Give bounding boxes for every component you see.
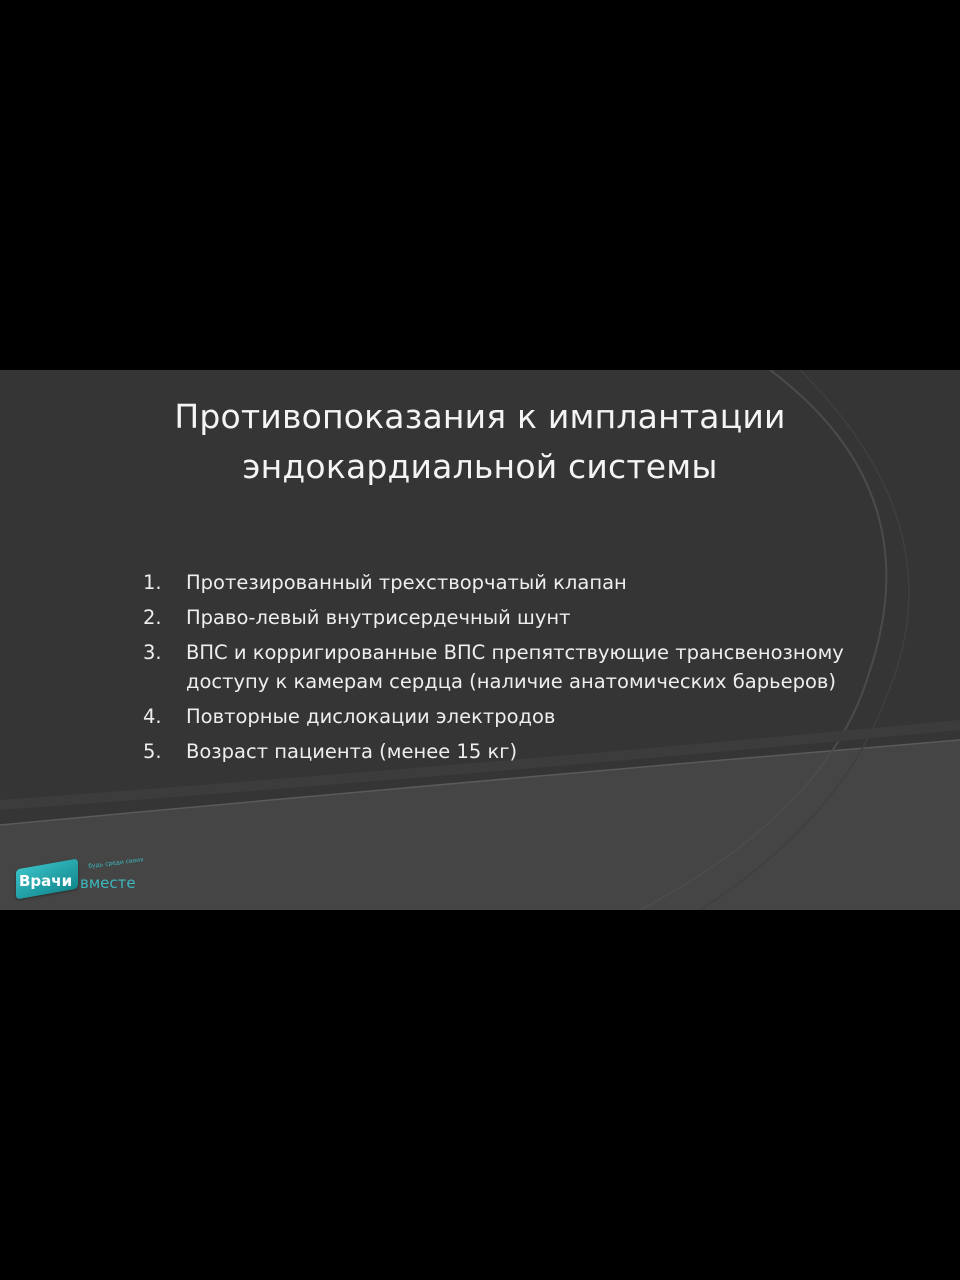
slide-title-line: Противопоказания к имплантации [174, 397, 786, 436]
logo-brand-part2: вместе [80, 874, 136, 892]
list-item [143, 638, 893, 696]
list-item-number: 4. [143, 705, 162, 728]
list-item-number: 5. [143, 740, 162, 763]
vrachi-vmeste-logo [14, 856, 154, 900]
list-item-number: 2. [143, 606, 162, 629]
list-item-text: Повторные дислокации электродов [186, 705, 556, 728]
list-item [143, 568, 893, 597]
slide-title-line: эндокардиальной системы [242, 447, 718, 486]
list-item-text: ВПС и корригированные ВПС препятствующие трансвенозному [186, 641, 844, 664]
list-item-text: доступу к камерам сердца (наличие анатомических барьеров) [186, 670, 837, 693]
presentation-slide [0, 370, 960, 910]
list-item [143, 737, 893, 766]
list-item-text: Право-левый внутрисердечный шунт [186, 606, 571, 629]
contraindications-list [143, 568, 893, 772]
slide-title [80, 392, 880, 492]
logo-brand-part1: Врачи [19, 872, 73, 890]
list-item [143, 603, 893, 632]
list-item-text: Протезированный трехстворчатый клапан [186, 571, 627, 594]
list-item-number: 1. [143, 571, 162, 594]
list-item [143, 702, 893, 731]
list-item-number: 3. [143, 641, 162, 664]
logo-tagline: будь среди своих [88, 856, 145, 870]
list-item-text: Возраст пациента (менее 15 кг) [186, 740, 518, 763]
